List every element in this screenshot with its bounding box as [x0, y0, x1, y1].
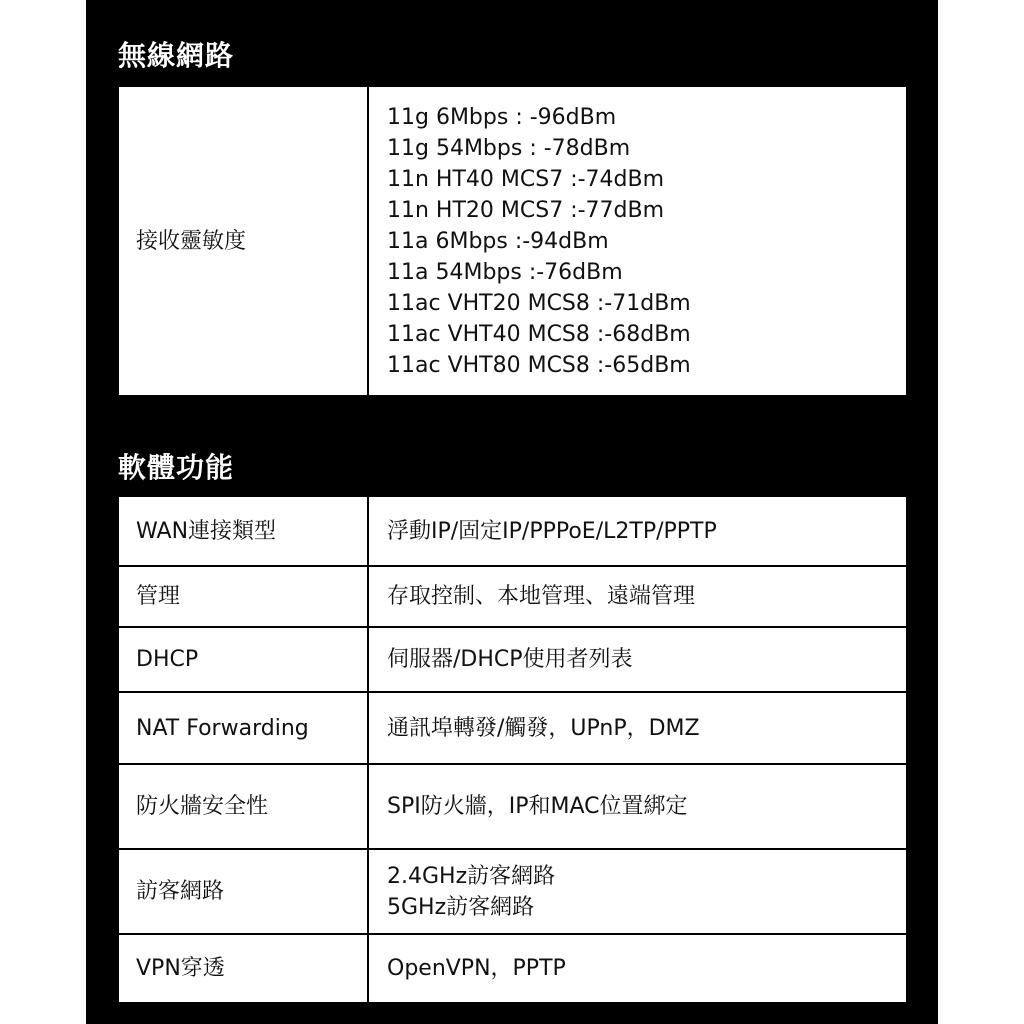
table-row: [118, 764, 907, 849]
row-value: [368, 849, 907, 934]
table-row: [118, 627, 907, 692]
row-value: [368, 764, 907, 849]
value-line: 伺服器/DHCP使用者列表: [387, 647, 633, 672]
value-line: 11ac VHT80 MCS8 :-65dBm: [387, 352, 691, 378]
row-label: 接收靈敏度: [118, 86, 368, 396]
value-line: 通訊埠轉發/觸發，UPnP，DMZ: [387, 715, 700, 741]
value-line: 11n HT40 MCS7 :-74dBm: [387, 166, 665, 192]
row-value: [368, 566, 907, 627]
value-line: 11ac VHT40 MCS8 :-68dBm: [387, 321, 691, 347]
row-label: NAT Forwarding: [118, 692, 368, 764]
value-line: 11n HT20 MCS7 :-77dBm: [387, 197, 665, 223]
value-line: 11ac VHT20 MCS8 :-71dBm: [387, 290, 691, 316]
row-value: [368, 934, 907, 1003]
value-line: 存取控制、本地管理、遠端管理: [387, 584, 696, 609]
value-line: 2.4GHz訪客網路: [387, 863, 556, 889]
table-row: [118, 934, 907, 1003]
row-value: [368, 627, 907, 692]
row-label: 防火牆安全性: [118, 764, 368, 849]
table-row: [118, 496, 907, 566]
value-line: SPI防火牆，IP和MAC位置綁定: [387, 794, 688, 819]
value-line: 5GHz訪客網路: [387, 894, 535, 920]
table-row: [118, 566, 907, 627]
value-line: 11a 54Mbps :-76dBm: [387, 259, 623, 285]
value-line: 11g 54Mbps : -78dBm: [387, 135, 631, 161]
table-row: [118, 849, 907, 934]
row-label: 管理: [118, 566, 368, 627]
table-row: [118, 86, 907, 396]
row-label: DHCP: [118, 627, 368, 692]
row-value: [368, 692, 907, 764]
row-label: 訪客網路: [118, 849, 368, 934]
section-title-wireless: 無線網路: [118, 39, 235, 72]
wireless-spec-table: [117, 85, 908, 397]
value-line: 11a 6Mbps :-94dBm: [387, 228, 609, 254]
row-value: [368, 86, 907, 396]
section-title-software: 軟體功能: [118, 451, 235, 484]
table-row: [118, 692, 907, 764]
software-spec-table: [117, 495, 908, 1004]
row-value: [368, 496, 907, 566]
value-line: 浮動IP/固定IP/PPPoE/L2TP/PPTP: [387, 518, 717, 544]
value-line: 11g 6Mbps : -96dBm: [387, 104, 617, 130]
row-label: WAN連接類型: [118, 496, 368, 566]
value-line: OpenVPN，PPTP: [387, 956, 566, 981]
row-label: VPN穿透: [118, 934, 368, 1003]
